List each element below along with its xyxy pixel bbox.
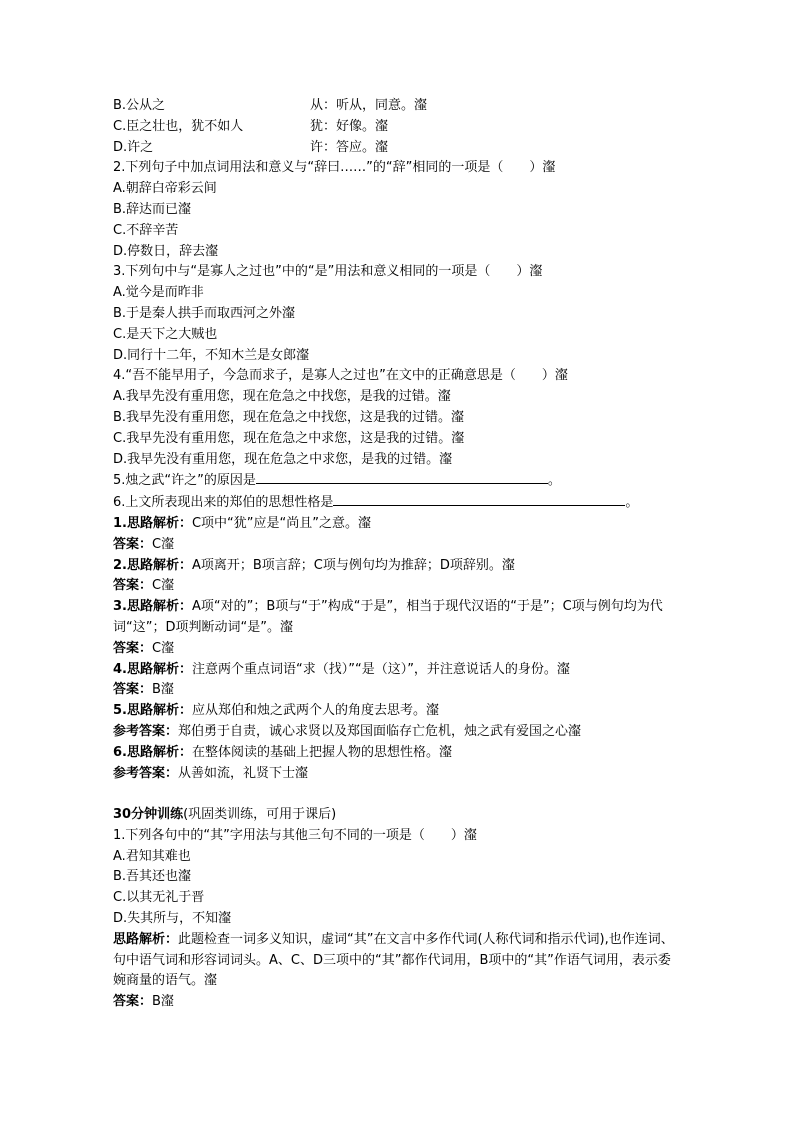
q2-option: D.停数日，辞去瀣 xyxy=(113,243,219,259)
answer-text: C瀣 xyxy=(152,578,175,594)
analysis-line xyxy=(113,514,683,535)
reference-answer-label: 参考答案： xyxy=(113,765,179,781)
reference-answer-text: 郑伯勇于自责，诚心求贤以及郑国面临存亡危机，烛之武有爱国之心瀣 xyxy=(178,723,582,739)
option-text: B.公从之 xyxy=(113,98,166,113)
analysis-label: 5.思路解析： xyxy=(113,703,192,719)
q4-option: A.我早先没有重用您，现在危急之中找您，是我的过错。瀣 xyxy=(113,389,451,405)
analysis-label: 1.思路解析： xyxy=(113,515,192,531)
q3-option: D.同行十二年，不知木兰是女郎瀣 xyxy=(113,347,310,363)
analysis-text: C项中“犹”应是“尚且”之意。瀣 xyxy=(191,515,372,531)
section-title: 30分钟训练 xyxy=(113,807,184,823)
q2-option: B.辞达而已瀣 xyxy=(113,201,192,217)
option-text: D.许之 xyxy=(113,139,154,155)
answer-line xyxy=(113,680,683,701)
answer-line xyxy=(113,576,683,597)
q3-option: A.觉今是而昨非 xyxy=(113,285,204,301)
answer-text: C瀣 xyxy=(152,536,175,552)
q6-fill-in xyxy=(113,492,683,514)
analysis-line xyxy=(113,660,683,681)
analysis-text: 在整体阅读的基础上把握人物的思想性格。瀣 xyxy=(191,744,452,760)
q3-option: B.于是秦人拱手而取西河之外瀣 xyxy=(113,305,296,321)
q2-option: C.不辞辛苦 xyxy=(113,222,179,238)
q5-end: 。 xyxy=(547,473,561,489)
answer-label: 答案： xyxy=(113,994,153,1010)
reference-answer-line xyxy=(113,722,683,743)
q4-option: B.我早先没有重用您，现在危急之中找您，这是我的过错。瀣 xyxy=(113,409,465,425)
answer-line xyxy=(113,639,683,660)
q2-stem: 2.下列句子中加点词用法和意义与“辞曰……”的“辞”相同的一项是（ ）瀣 xyxy=(113,160,556,176)
q5-fill-in xyxy=(113,470,683,492)
q6-end: 。 xyxy=(625,495,639,511)
q3-option: C.是天下之大贼也 xyxy=(113,326,218,342)
answer-blank xyxy=(256,470,548,484)
analysis-line xyxy=(113,743,683,764)
analysis-line xyxy=(113,701,683,722)
answer-label: 答案： xyxy=(113,536,153,552)
option-gloss: 从：听从，同意。瀣 xyxy=(310,98,428,113)
s2-q1-option: B.吾其还也瀣 xyxy=(113,869,192,885)
answer-text: B瀣 xyxy=(152,682,174,698)
analysis-text: 此题检查一词多义知识，虚词“其”在文言中多作代词(人称代词和指示代词),也作连词、句中语气词和形容词词头。A、C、D三项中的“其”都作代词用，B项中的“其”作语气词用，表示委婉商量的语气。瀣 xyxy=(113,931,674,989)
q4-stem: 4.“吾不能早用子，今急而求子，是寡人之过也”在文中的正确意思是（ ）瀣 xyxy=(113,368,568,384)
answer-label: 答案： xyxy=(113,578,153,594)
q1-option-d xyxy=(113,138,683,159)
analysis-text: 应从郑伯和烛之武两个人的角度去思考。瀣 xyxy=(191,703,439,719)
answer-label: 答案： xyxy=(113,640,153,656)
q1-option-c xyxy=(113,117,683,138)
section-heading xyxy=(113,805,683,826)
s2-q1-option: A.君知其难也 xyxy=(113,848,191,864)
answer-text: C瀣 xyxy=(152,640,175,656)
reference-answer-label: 参考答案： xyxy=(113,723,179,739)
q6-prompt: 6.上文所表现出来的郑伯的思想性格是 xyxy=(113,495,334,511)
section-subtitle: (巩固类训练，可用于课后) xyxy=(183,807,337,823)
analysis-text: A项离开；B项言辞；C项与例句均为推辞；D项辞别。瀣 xyxy=(191,557,515,573)
reference-answer-text: 从善如流，礼贤下士瀣 xyxy=(178,765,309,781)
s2-answer xyxy=(113,992,683,1013)
option-text: C.臣之壮也，犹不如人 xyxy=(113,118,244,134)
analysis-label: 2.思路解析： xyxy=(113,557,192,573)
q5-prompt: 5.烛之武“许之”的原因是 xyxy=(113,473,256,489)
s2-q1-option: D.失其所与，不知瀣 xyxy=(113,911,232,927)
analysis-label: 思路解析： xyxy=(113,931,179,947)
analysis-label: 4.思路解析： xyxy=(113,661,192,677)
q3-stem: 3.下列句中与“是寡人之过也”中的“是”用法和意义相同的一项是（ ）瀣 xyxy=(113,264,543,280)
answer-text: B瀣 xyxy=(152,994,174,1010)
q4-option: D.我早先没有重用您，现在危急之中求您，是我的过错。瀣 xyxy=(113,451,453,467)
answer-label: 答案： xyxy=(113,682,153,698)
q2-option: A.朝辞白帝彩云间 xyxy=(113,181,217,197)
analysis-text: 注意两个重点词语“求（找）”“是（这）”，并注意说话人的身份。瀣 xyxy=(191,661,570,677)
s2-analysis xyxy=(113,930,683,992)
q1-option-b xyxy=(113,96,683,117)
s2-q1-option: C.以其无礼于晋 xyxy=(113,890,205,906)
document-page xyxy=(113,96,683,1013)
option-gloss: 许：答应。瀣 xyxy=(310,139,389,155)
reference-answer-line xyxy=(113,764,683,785)
option-gloss: 犹：好像。瀣 xyxy=(310,118,389,134)
q4-option: C.我早先没有重用您，现在危急之中求您，这是我的过错。瀣 xyxy=(113,430,465,446)
answer-line xyxy=(113,535,683,556)
s2-q1-stem: 1.下列各句中的“其”字用法与其他三句不同的一项是（ ）瀣 xyxy=(113,827,477,843)
answer-blank xyxy=(333,492,625,506)
analysis-label: 6.思路解析： xyxy=(113,744,192,760)
section-gap xyxy=(113,784,683,805)
analysis-line xyxy=(113,556,683,577)
analysis-label: 3.思路解析： xyxy=(113,599,192,615)
analysis-text: A项“对的”；B项与“于”构成“于是”，相当于现代汉语的“于是”；C项与例句均为代词“这”；D项判断动词“是”。瀣 xyxy=(113,599,663,635)
analysis-line xyxy=(113,597,683,639)
